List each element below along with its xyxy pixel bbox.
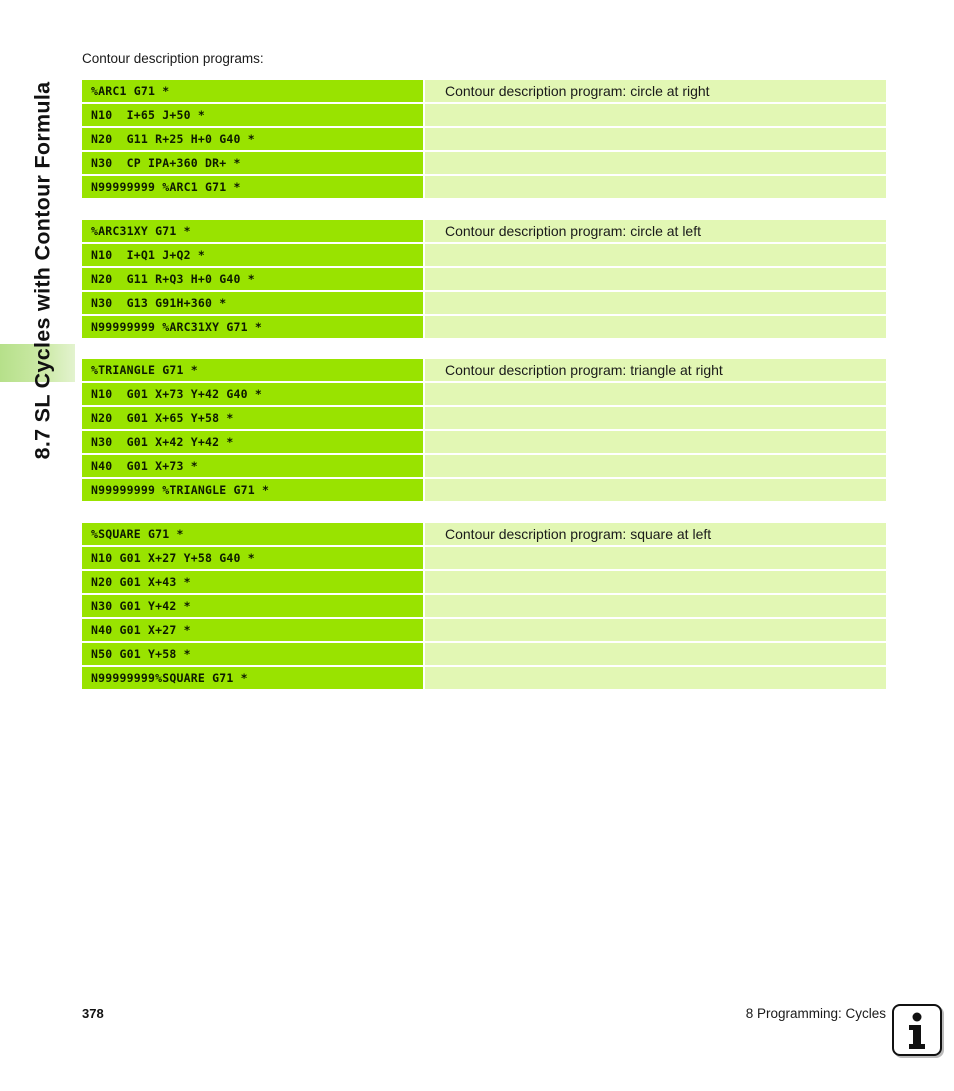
table-row: [82, 667, 886, 689]
code-cell: N20 G01 X+65 Y+58 *: [82, 407, 423, 429]
table-row: [82, 383, 886, 405]
code-cell: N40 G01 X+73 *: [82, 455, 423, 477]
description-cell: [425, 595, 886, 617]
code-cell: N99999999 %TRIANGLE G71 *: [82, 479, 423, 501]
description-cell: [425, 455, 886, 477]
table-row: [82, 316, 886, 338]
table-row: [82, 455, 886, 477]
description-cell: [425, 292, 886, 314]
description-cell: [425, 571, 886, 593]
code-cell: N20 G01 X+43 *: [82, 571, 423, 593]
description-cell: [425, 268, 886, 290]
table-row: [82, 80, 886, 102]
description-cell: [425, 128, 886, 150]
info-icon: [892, 1004, 942, 1056]
table-row: [82, 152, 886, 174]
table-row: [82, 176, 886, 198]
table-row: [82, 104, 886, 126]
chapter-label: 8 Programming: Cycles: [745, 1006, 886, 1021]
chapter-side-title: [28, 50, 58, 490]
description-cell: [425, 152, 886, 174]
description-cell: [425, 383, 886, 405]
code-cell: N99999999 %ARC1 G71 *: [82, 176, 423, 198]
description-cell: Contour description program: square at left: [425, 523, 886, 545]
description-cell: [425, 547, 886, 569]
table-row: [82, 268, 886, 290]
code-cell: N50 G01 Y+58 *: [82, 643, 423, 665]
table-row: [82, 407, 886, 429]
description-cell: Contour description program: circle at left: [425, 220, 886, 242]
program-block-arc31xy: [82, 220, 886, 340]
table-row: [82, 479, 886, 501]
description-cell: Contour description program: triangle at right: [425, 359, 886, 381]
description-cell: [425, 104, 886, 126]
code-cell: N30 G13 G91H+360 *: [82, 292, 423, 314]
intro-text: Contour description programs:: [82, 51, 264, 66]
program-block-triangle: [82, 359, 886, 503]
table-row: [82, 292, 886, 314]
description-cell: [425, 431, 886, 453]
table-row: [82, 571, 886, 593]
table-row: [82, 431, 886, 453]
chapter-side-title-text: 8.7 SL Cycles with Contour Formula: [30, 81, 55, 459]
description-cell: [425, 479, 886, 501]
program-block-arc1: [82, 80, 886, 200]
code-cell: N10 G01 X+27 Y+58 G40 *: [82, 547, 423, 569]
description-cell: [425, 244, 886, 266]
code-cell: N99999999%SQUARE G71 *: [82, 667, 423, 689]
table-row: [82, 244, 886, 266]
table-row: [82, 128, 886, 150]
description-cell: [425, 643, 886, 665]
description-cell: [425, 176, 886, 198]
code-cell: N99999999 %ARC31XY G71 *: [82, 316, 423, 338]
description-cell: [425, 316, 886, 338]
description-cell: [425, 667, 886, 689]
code-cell: N30 G01 Y+42 *: [82, 595, 423, 617]
code-cell: N10 G01 X+73 Y+42 G40 *: [82, 383, 423, 405]
description-cell: [425, 619, 886, 641]
table-row: [82, 595, 886, 617]
code-cell: %TRIANGLE G71 *: [82, 359, 423, 381]
program-block-square: [82, 523, 886, 691]
table-row: [82, 220, 886, 242]
table-row: [82, 643, 886, 665]
code-cell: N10 I+Q1 J+Q2 *: [82, 244, 423, 266]
code-cell: N30 G01 X+42 Y+42 *: [82, 431, 423, 453]
code-cell: %ARC1 G71 *: [82, 80, 423, 102]
table-row: [82, 547, 886, 569]
description-cell: [425, 407, 886, 429]
code-cell: N20 G11 R+25 H+0 G40 *: [82, 128, 423, 150]
code-cell: N20 G11 R+Q3 H+0 G40 *: [82, 268, 423, 290]
code-cell: %ARC31XY G71 *: [82, 220, 423, 242]
code-cell: N10 I+65 J+50 *: [82, 104, 423, 126]
table-row: [82, 619, 886, 641]
table-row: [82, 359, 886, 381]
page-number: 378: [82, 1006, 104, 1021]
description-cell: Contour description program: circle at right: [425, 80, 886, 102]
code-cell: %SQUARE G71 *: [82, 523, 423, 545]
code-cell: N30 CP IPA+360 DR+ *: [82, 152, 423, 174]
table-row: [82, 523, 886, 545]
code-cell: N40 G01 X+27 *: [82, 619, 423, 641]
